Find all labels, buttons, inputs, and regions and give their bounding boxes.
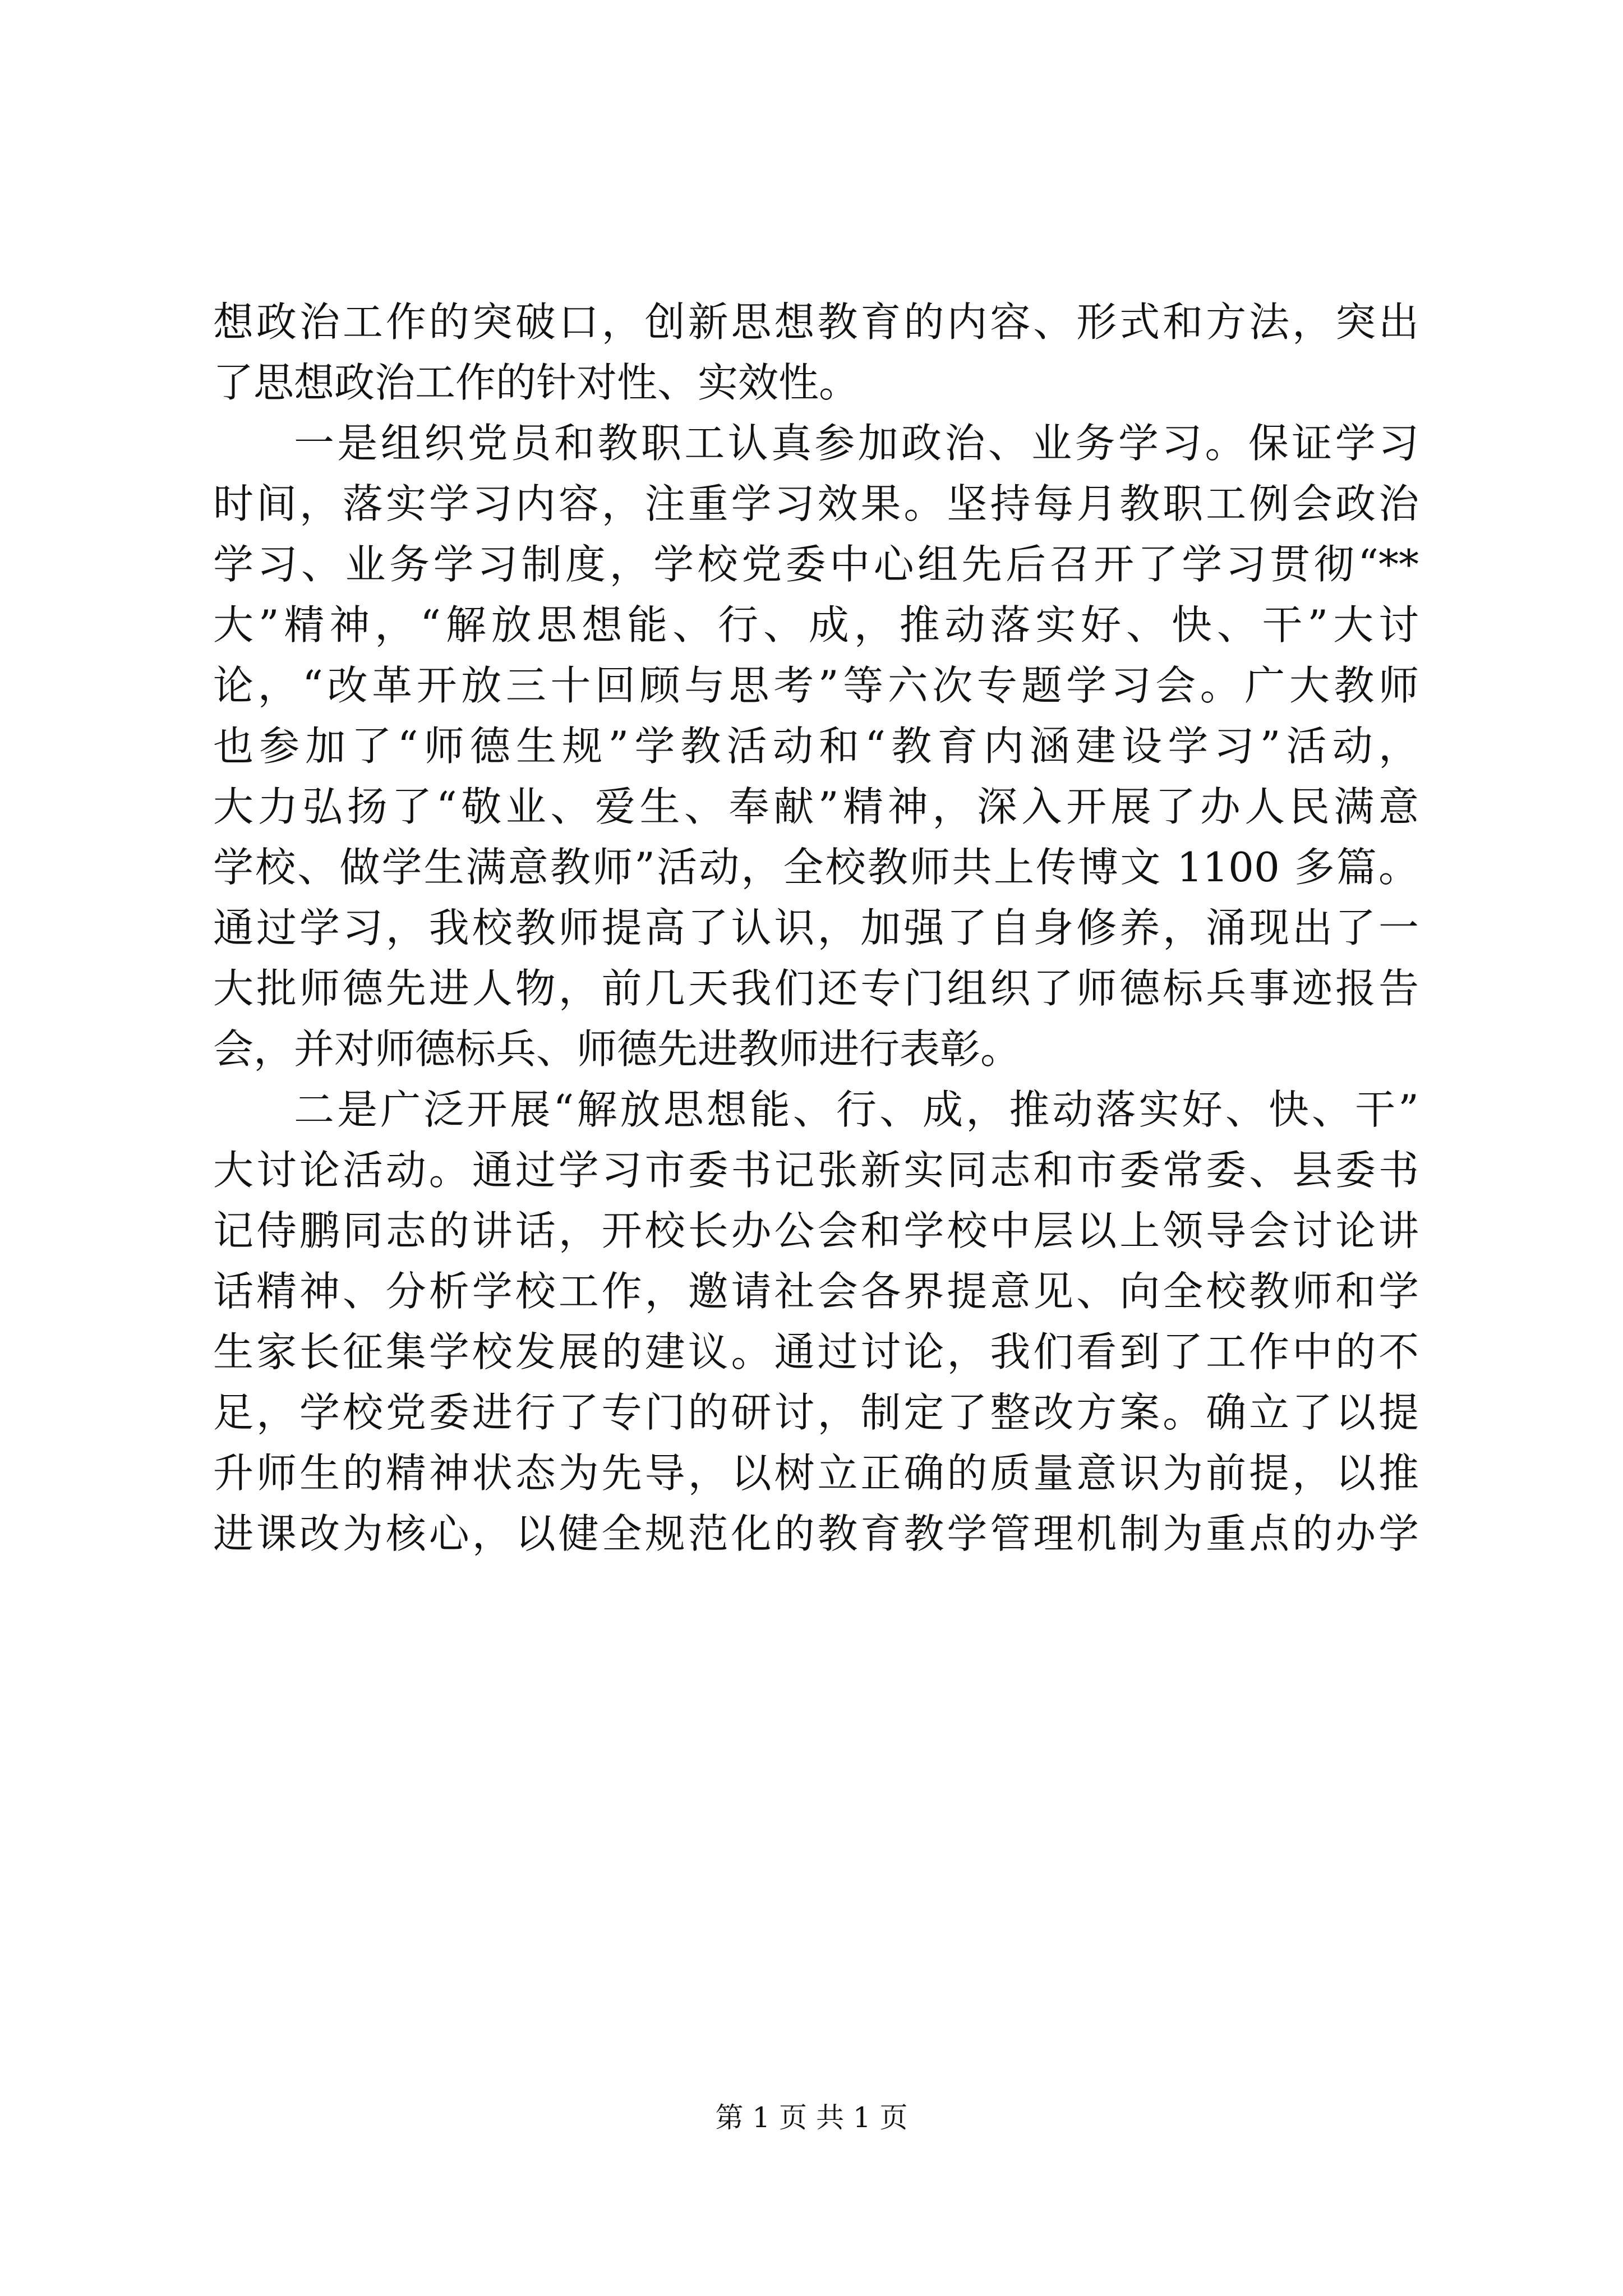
text-line: 时间，落实学习内容，注重学习效果。坚持每月教职工例会政治 bbox=[213, 480, 1419, 527]
text-line: 足，学校党委进行了专门的研讨，制定了整改方案。确立了以提 bbox=[213, 1389, 1419, 1436]
text-line: 大”精神，“解放思想能、行、成，推动落实好、快、干”大讨 bbox=[213, 601, 1419, 648]
text-line: 论，“改革开放三十回顾与思考”等六次专题学习会。广大教师 bbox=[213, 662, 1419, 709]
text-line: 想政治工作的突破口，创新思想教育的内容、形式和方法，突出 bbox=[213, 298, 1419, 346]
document-body bbox=[213, 292, 1419, 1564]
text-line: 也参加了“师德生规”学教活动和“教育内涵建设学习”活动， bbox=[213, 723, 1419, 770]
page-number-footer: 第 1 页 共 1 页 bbox=[715, 2101, 908, 2134]
text-line: 学校、做学生满意教师”活动，全校教师共上传博文 1100 多篇。 bbox=[213, 844, 1419, 891]
text-line: 进课改为核心，以健全规范化的教育教学管理机制为重点的办学 bbox=[213, 1510, 1419, 1557]
text-line: 升师生的精神状态为先导，以树立正确的质量意识为前提，以推 bbox=[213, 1450, 1419, 1497]
text-line: 大批师德先进人物，前几天我们还专门组织了师德标兵事迹报告 bbox=[213, 965, 1419, 1012]
text-line: 学习、业务学习制度，学校党委中心组先后召开了学习贯彻“** bbox=[213, 541, 1419, 588]
text-line: 会，并对师德标兵、师德先进教师进行表彰。 bbox=[213, 1025, 1021, 1073]
text-line: 大讨论活动。通过学习市委书记张新实同志和市委常委、县委书 bbox=[213, 1147, 1419, 1194]
text-line: 大力弘扬了“敬业、爱生、奉献”精神，深入开展了办人民满意 bbox=[213, 783, 1419, 830]
text-line: 一是组织党员和教职工认真参加政治、业务学习。保证学习 bbox=[294, 420, 1419, 467]
text-line: 二是广泛开展“解放思想能、行、成，推动落实好、快、干” bbox=[294, 1086, 1419, 1133]
text-line: 记侍鹏同志的讲话，开校长办公会和学校中层以上领导会讨论讲 bbox=[213, 1207, 1419, 1254]
text-line: 了思想政治工作的针对性、实效性。 bbox=[213, 359, 860, 406]
text-line: 通过学习，我校教师提高了认识，加强了自身修养，涌现出了一 bbox=[213, 904, 1419, 951]
text-line: 话精神、分析学校工作，邀请社会各界提意见、向全校教师和学 bbox=[213, 1268, 1419, 1315]
text-line: 生家长征集学校发展的建议。通过讨论，我们看到了工作中的不 bbox=[213, 1328, 1419, 1375]
